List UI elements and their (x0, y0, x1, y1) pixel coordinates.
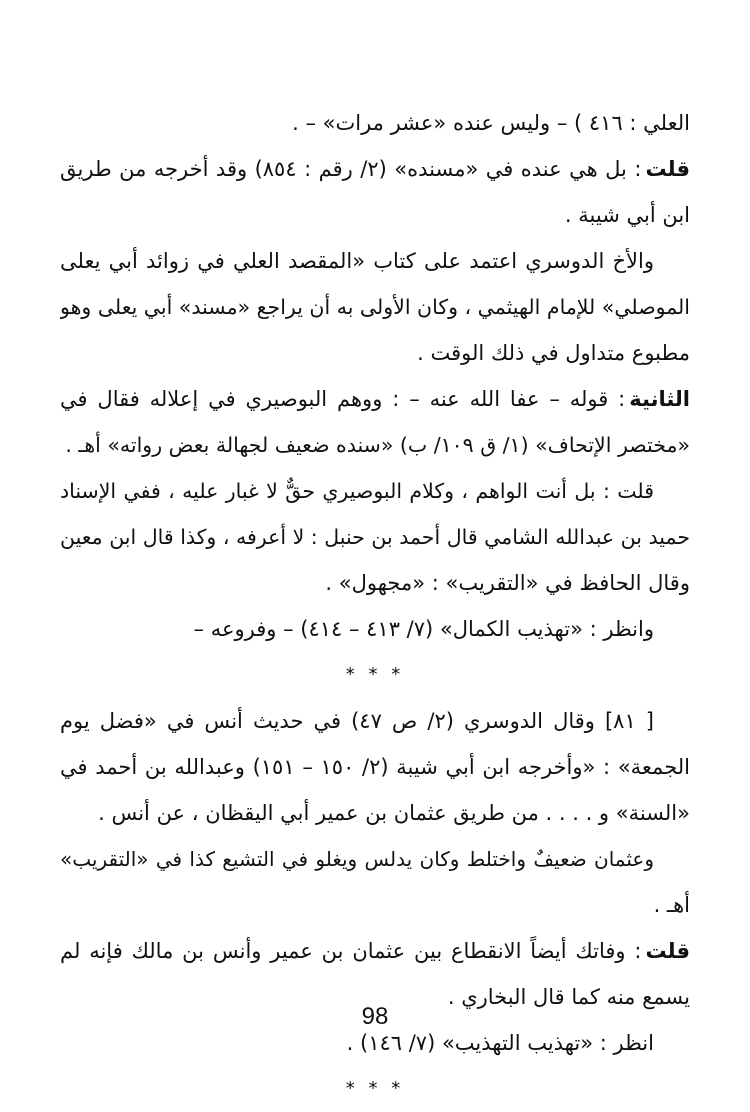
text-line-15: الجمعة» : «وأخرجه ابن أبي شيبة (٢/ ١٥٠ – ١٥١) وعبدالله بن أحمد في (60, 755, 690, 779)
text-line-4: والأخ الدوسري اعتمد على كتاب «المقصد العلي في زوائد أبي يعلى (60, 249, 654, 273)
text-line-14: [ ٨١] وقال الدوسري (٢/ ص ٤٧) في حديث أنس في «فضل يوم (60, 709, 654, 733)
text-line-12: وانظر : «تهذيب الكمال» (٧/ ٤١٣ – ٤١٤) – وفروعه – (193, 617, 654, 641)
page-number: 98 (361, 1003, 389, 1030)
text-line-3: ابن أبي شيبة . (564, 203, 690, 227)
text-line-5: الموصلي» للإمام الهيثمي ، وكان الأولى به أن يراجع «مسند» أبي يعلى وهو (60, 295, 690, 319)
lead-word: قلت (645, 939, 690, 963)
text-line-19: قلت: وفاتك أيضاً الانقطاع بين عثمان بن عمير وأنس بن مالك فإنه لم (60, 939, 690, 963)
section-separator: * * * (345, 664, 405, 685)
text-line-10: حميد بن عبدالله الشامي قال أحمد بن حنبل : لا أعرفه ، وكذا قال ابن معين (60, 525, 690, 549)
text-line-8: «مختصر الإتحاف» (١/ ق ١٠٩/ ب) «سنده ضعيف لجهالة بعض رواته» أهـ . (65, 433, 690, 457)
lead-word: قلت (645, 157, 690, 181)
text-line-18: أهـ . (653, 893, 690, 917)
lead-word: الثانية (629, 387, 690, 411)
text-line-7: الثانية: قوله – عفا الله عنه – : ووهم البوصيري في إعلاله فقال في (60, 387, 690, 411)
text-line-9: قلت : بل أنت الواهم ، وكلام البوصيري حقٌّ لا غبار عليه ، ففي الإسناد (60, 479, 654, 503)
text-line-11: وقال الحافظ في «التقريب» : «مجهول» . (325, 571, 690, 595)
text-line-1: العلي : ٤١٦ ) – وليس عنده «عشر مرات» – . (292, 111, 690, 135)
text-line-17: وعثمان ضعيفٌ واختلط وكان يدلس ويغلو في التشيع كذا في «التقريب» (60, 847, 654, 871)
section-separator: * * * (345, 1078, 405, 1099)
text-line-6: مطبوع متداول في ذلك الوقت . (417, 341, 690, 365)
text-line-20: يسمع منه كما قال البخاري . (447, 985, 690, 1009)
text-line-16: «السنة» و . . . . من طريق عثمان بن عمير أبي اليقظان ، عن أنس . (98, 801, 690, 825)
text-line-21: انظر : «تهذيب التهذيب» (٧/ ١٤٦) . (346, 1031, 654, 1055)
text-line-2: قلت: بل هي عنده في «مسنده» (٢/ رقم : ٨٥٤) وقد أخرجه من طريق (60, 157, 690, 181)
page-body (60, 100, 690, 1112)
